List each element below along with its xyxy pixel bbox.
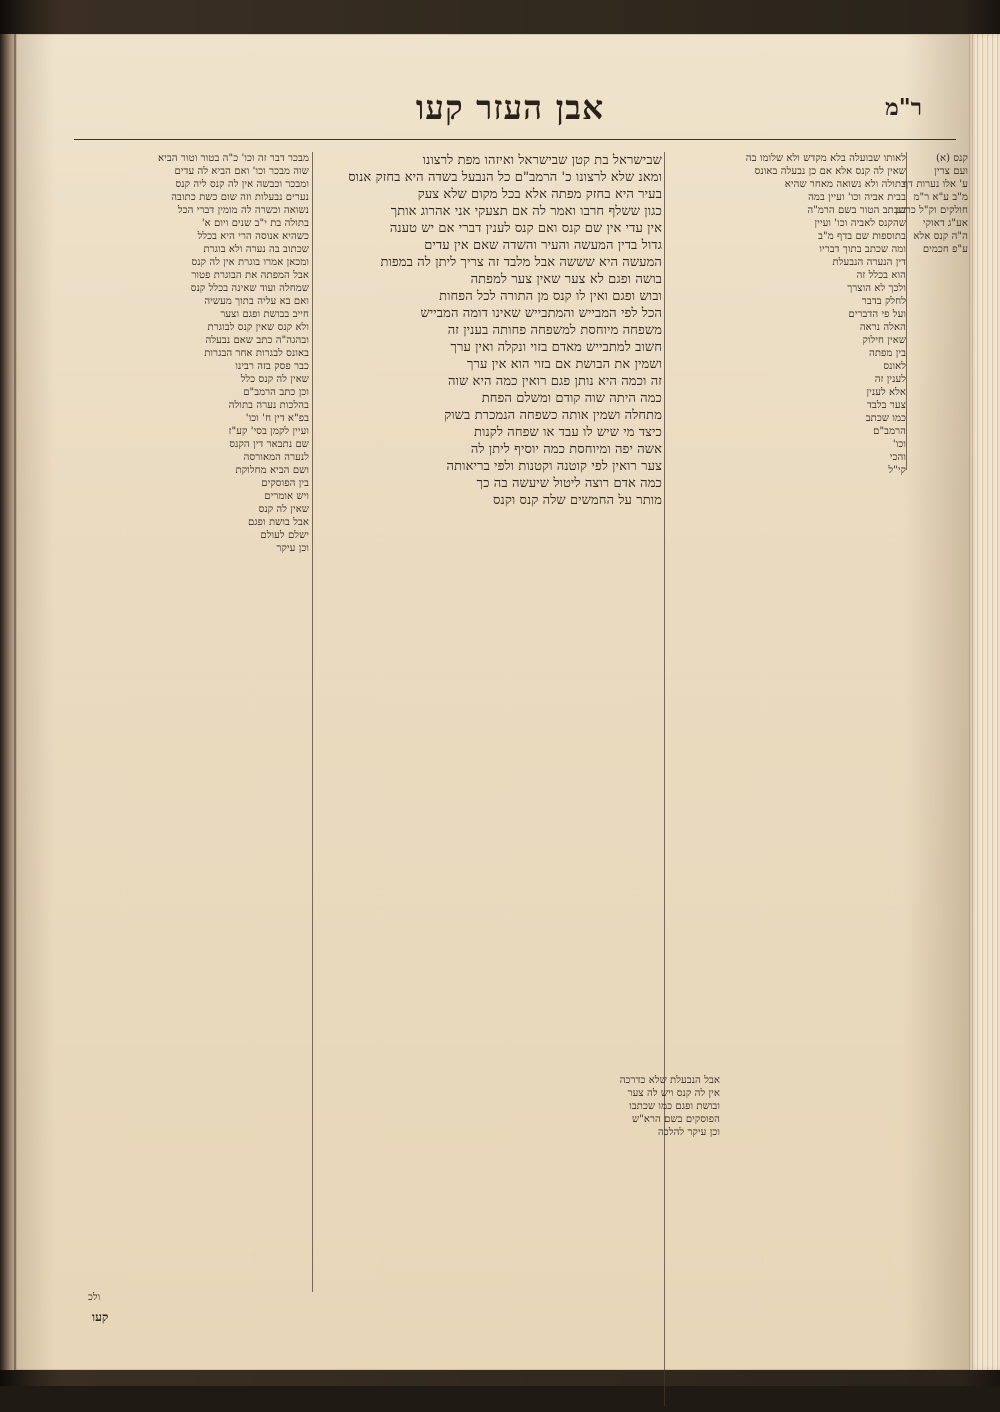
text-line: וכן כתב הרמב"ם xyxy=(243,387,309,398)
text-line: שכתוב בה נערה ולא בוגרת xyxy=(203,244,309,255)
text-line: ע' אלו נערות דף xyxy=(902,179,968,190)
text-line: שאין לה קנס כלל xyxy=(240,374,309,385)
text-line: לענין זה xyxy=(874,374,906,385)
text-line: ובושת ופגם כמו שכתבו xyxy=(629,1101,720,1112)
right-page-edge xyxy=(970,34,1000,1370)
text-line: ואם בא עליה בתוך מעשיה xyxy=(204,296,309,307)
text-line: זה וכמה היא נותן פגם רואין כמה היא שוה xyxy=(448,374,662,389)
text-line: נשואה וכשרה לה מומין דברי הכל xyxy=(177,205,309,216)
text-line: כגון ששלף חרבו ואמר לה אם תצעקי אני אהרוג אותך xyxy=(390,204,662,219)
text-line: כבר פסק בזה רבינו xyxy=(235,361,309,372)
text-line: חולקים וק"ל כרבנן xyxy=(894,205,968,216)
text-line: מבכר דבר זה וכו' כ"ה בטור וטור הביא xyxy=(158,153,309,164)
text-line: כיצד מי שיש לו עבד או שפחה לקנות xyxy=(474,425,662,440)
text-line: שם נתבאר דין הקנס xyxy=(229,439,309,450)
text-line: כמה היתה שוה קודם ומשלם הפחת xyxy=(481,391,662,406)
text-line: ועל פי הדברים xyxy=(848,309,906,320)
text-line: בעיר היא בחזק מפתה אלא בכל מקום שלא צעק xyxy=(417,187,662,202)
text-line: וכן עיקר להלכה xyxy=(657,1127,720,1138)
text-line: דין הנערה הנבעלת xyxy=(832,257,906,268)
text-line: חייב בבושת ופגם וצער xyxy=(220,309,309,320)
text-line: כמו שכתב xyxy=(865,413,906,424)
text-line: האלה נראה xyxy=(859,322,906,333)
text-line: בתוספות שם בדף מ"ב xyxy=(818,231,906,242)
text-line: בתולה ולא נשואה מאחר שהיא xyxy=(784,179,906,190)
text-line: ע"פ חכמים xyxy=(922,244,968,255)
text-line: מותר על החמשים שלה קנס וקנס xyxy=(493,493,662,508)
text-line: לחלק בדבר xyxy=(861,296,906,307)
text-line: בין הפוסקים xyxy=(261,478,309,489)
text-line: שהקנס לאביה וכו' ועיין xyxy=(814,218,906,229)
text-line: הוא בכלל זה xyxy=(856,270,906,281)
text-line: הרמב"ם xyxy=(873,426,906,437)
text-line: נערים נבעלות וזה שום כשת כתובה xyxy=(171,192,309,203)
running-title: אבן העזר קעו xyxy=(415,88,605,127)
text-line: ועם צרין xyxy=(934,166,968,177)
text-line: ומכאן אמרו בוגרת אין לה קנס xyxy=(191,257,309,268)
text-line: צער בלבד xyxy=(867,400,906,411)
right-commentary-column xyxy=(666,152,906,1412)
text-line: לנערה המאורסה xyxy=(243,452,309,463)
text-line: צער רואין לפי קוטנה וקטנות ולפי בריאותה xyxy=(446,459,662,474)
text-line: שכתב הטור בשם הרמ"ה xyxy=(807,205,906,216)
text-line: חשוב למתבייש מאדם בזוי ונקלה ואין ערך xyxy=(450,340,662,355)
text-line: ומבכר וכבשה אין לה קנס ליה קנס xyxy=(175,179,309,190)
text-line: לאונס xyxy=(883,361,906,372)
text-line: מתחלה ושמין אותה כשפחה הנמכרת בשוק xyxy=(444,408,662,423)
text-line: בבית אביה וכו' ועיין במה xyxy=(808,192,906,203)
text-line: שמחלה ועוד שאינה בכלל קנס xyxy=(190,283,309,294)
text-line: אין לה קנס ויש לה צער xyxy=(627,1088,720,1099)
text-line: שאין לה קנס אלא אם כן נבעלה באונס xyxy=(754,166,906,177)
left-commentary-column xyxy=(74,152,309,1296)
text-line: קנס (א) xyxy=(936,153,968,164)
text-line: ומה שכתב בתוך דבריו xyxy=(819,244,906,255)
section-label: ר"מ xyxy=(885,94,922,121)
text-line: אבל בושת ופגם xyxy=(247,517,309,528)
text-line: שאין חילוק xyxy=(862,335,906,346)
main-text-column xyxy=(314,152,662,742)
text-line: מ"ב ע"א ר"מ xyxy=(913,192,968,203)
text-line: ובוש ופגם ואין לו קנס מן התורה לכל הפחות xyxy=(439,289,662,304)
text-line: והכי xyxy=(889,452,906,463)
text-line: בהלכות נערה בתולה xyxy=(228,400,309,411)
text-line: אבל המפתה את הבוגרת פטור xyxy=(191,270,309,281)
text-line: גדול בדין המעשה והעיר והשדה שאם אין עדים xyxy=(424,238,662,253)
text-line: בושה ופגם לא צער שאין צער למפתה xyxy=(470,272,662,287)
text-line: ה"ה קנס אלא xyxy=(913,231,968,242)
text-line: כשהיא אנוסה הרי היא בכלל xyxy=(197,231,309,242)
text-line: המעשה היא שששה אבל מלבד זה צריך ליתן לה במפות xyxy=(380,255,662,270)
header-rule xyxy=(74,139,956,140)
text-line: ולכך לא הוצרך xyxy=(847,283,906,294)
left-page-edge xyxy=(0,34,16,1370)
text-line: ומאנ שלא לרצונו כ' הרמב"ם כל הנבעל בשדה היא בחזק אנוס xyxy=(348,170,662,185)
book-page xyxy=(16,34,970,1370)
text-line: אין עדי אין שם קנס ואם קנס לענין דברי אם יש טענה xyxy=(389,221,662,236)
column-divider xyxy=(312,152,313,1292)
text-line: בין מפתה xyxy=(869,348,906,359)
text-line: וכו' xyxy=(892,439,906,450)
text-line: הפוסקים בשם הרא"ש xyxy=(632,1114,720,1125)
text-line: באונס לבגרות אחר הבגרות xyxy=(204,348,309,359)
text-line: ושמין את הבושת אם בזוי הוא אין ערך xyxy=(466,357,662,372)
text-line: בפ"א דין ח' וכו' xyxy=(245,413,309,424)
text-line: ויש אומרים xyxy=(264,491,309,502)
footer-note: ולכ xyxy=(88,1292,101,1303)
text-line: וכן עיקר xyxy=(276,543,309,554)
text-line: משפחה מיוחסת למשפחה פחותה בענין זה xyxy=(447,323,662,338)
text-line: אבל הנבעלת שלא כדרכה xyxy=(619,1075,720,1086)
text-line: קי"ל xyxy=(888,465,906,476)
page-number: קעו xyxy=(92,1310,109,1324)
running-header xyxy=(56,82,966,134)
text-line: ובהגה"ה כתב שאם נבעלה xyxy=(205,335,309,346)
text-line: כמה אדם רוצה ליטול שיעשה בה כך xyxy=(476,476,662,491)
text-line: בתולה בת י"ב שנים ויום א' xyxy=(201,218,309,229)
text-line: ישלם לעולם xyxy=(260,530,309,541)
text-line: ועיין לקמן בסי' קע"ז xyxy=(228,426,309,437)
text-line: ושם הביא מחלוקת xyxy=(235,465,309,476)
text-line: שאין לה קנס xyxy=(258,504,309,515)
text-line: שבישראל בת קטן שבישראל ואיזהו מפת לרצונו xyxy=(422,153,662,168)
text-line: אע"ג דאוקי xyxy=(922,218,968,229)
text-line: ולא קנס שאין קנס לבוגרת xyxy=(207,322,309,333)
text-line: שוה מבכר וכו' ואם הביא לה עדים xyxy=(174,166,309,177)
text-line: אשה יפה ומיוחסת כמה יוסיף ליתן לה xyxy=(470,442,662,457)
text-line: לאותו שבועלה בלא מקדש ולא שלומו בה xyxy=(745,153,906,164)
text-line: הכל לפי המבייש והמתבייש שאינו דומה המבייש xyxy=(420,306,662,321)
text-line: אלא לענין xyxy=(866,387,906,398)
